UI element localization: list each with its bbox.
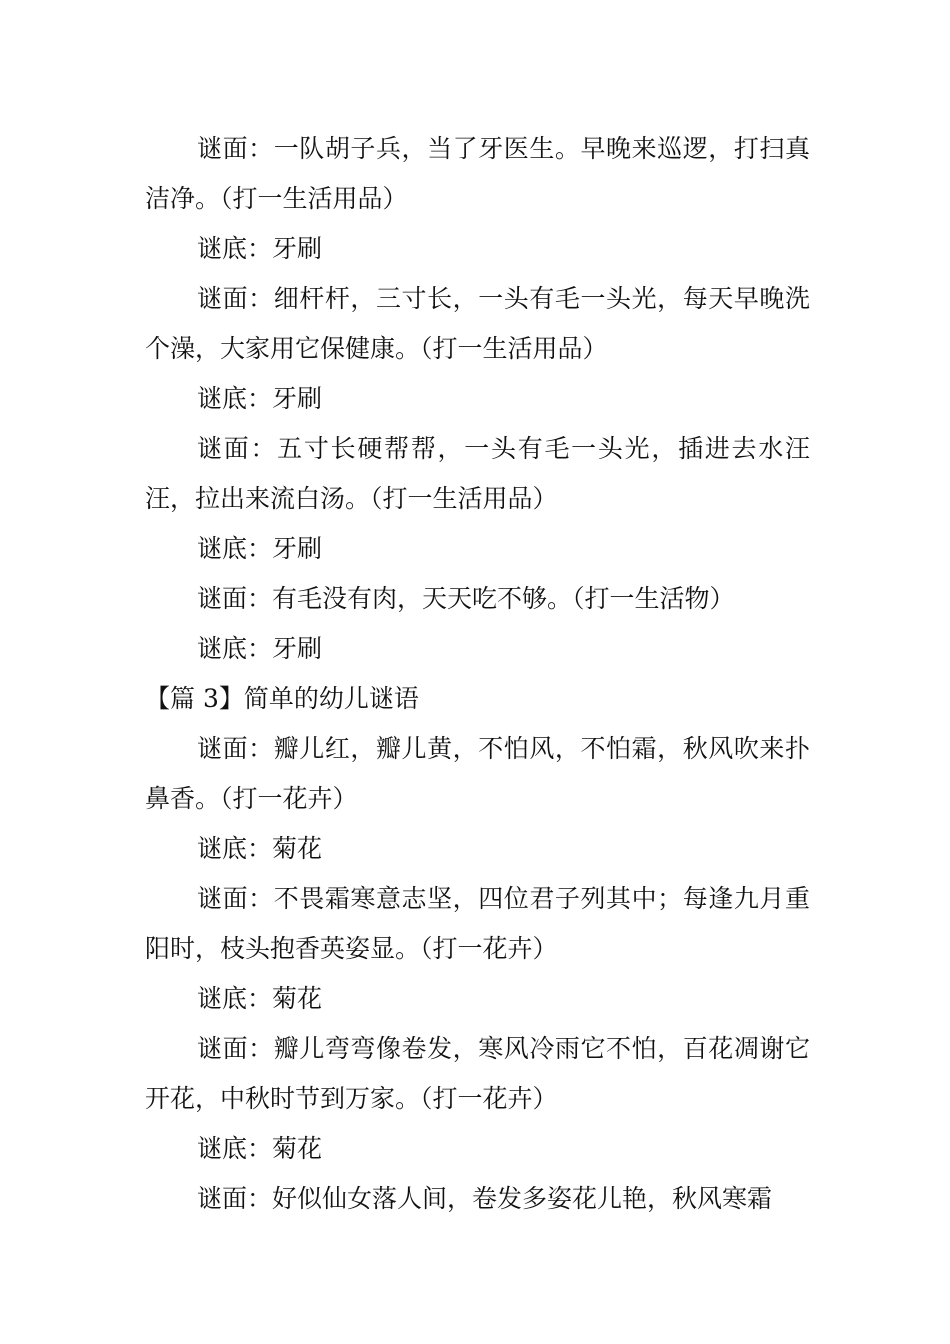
riddle-answer: 谜底：菊花 — [197, 1134, 323, 1163]
riddle-question: 谜面：瓣儿红，瓣儿黄，不怕风，不怕霜，秋风吹来扑鼻香。（打一花卉） — [145, 734, 810, 813]
riddle-question: 谜面：细杆杆，三寸长，一头有毛一头光，每天早晚洗个澡，大家用它保健康。（打一生活用品） — [145, 284, 810, 363]
riddle-answer: 谜底：牙刷 — [197, 534, 323, 563]
riddle-question: 谜面：不畏霜寒意志坚，四位君子列其中；每逢九月重阳时，枝头抱香英姿显。（打一花卉） — [145, 884, 810, 963]
riddle-answer: 谜底：牙刷 — [197, 384, 323, 413]
riddle-answer: 谜底：菊花 — [197, 834, 323, 863]
riddle-answer: 谜底：菊花 — [197, 984, 323, 1013]
section-heading: 【篇 3】简单的幼儿谜语 — [145, 684, 419, 713]
riddle-question: 谜面：一队胡子兵，当了牙医生。早晚来巡逻，打扫真洁净。（打一生活用品） — [145, 134, 810, 213]
riddle-question: 谜面：好似仙女落人间，卷发多姿花儿艳，秋风寒霜 — [197, 1184, 773, 1213]
document-body — [145, 124, 810, 1224]
riddle-answer: 谜底：牙刷 — [197, 234, 323, 263]
riddle-answer: 谜底：牙刷 — [197, 634, 323, 663]
riddle-question: 谜面：瓣儿弯弯像卷发，寒风冷雨它不怕，百花凋谢它开花，中秋时节到万家。（打一花卉） — [145, 1034, 810, 1113]
riddle-question: 谜面：五寸长硬帮帮，一头有毛一头光，插进去水汪汪，拉出来流白汤。（打一生活用品） — [145, 434, 810, 513]
riddle-question: 谜面：有毛没有肉，天天吃不够。（打一生活物） — [197, 584, 735, 613]
